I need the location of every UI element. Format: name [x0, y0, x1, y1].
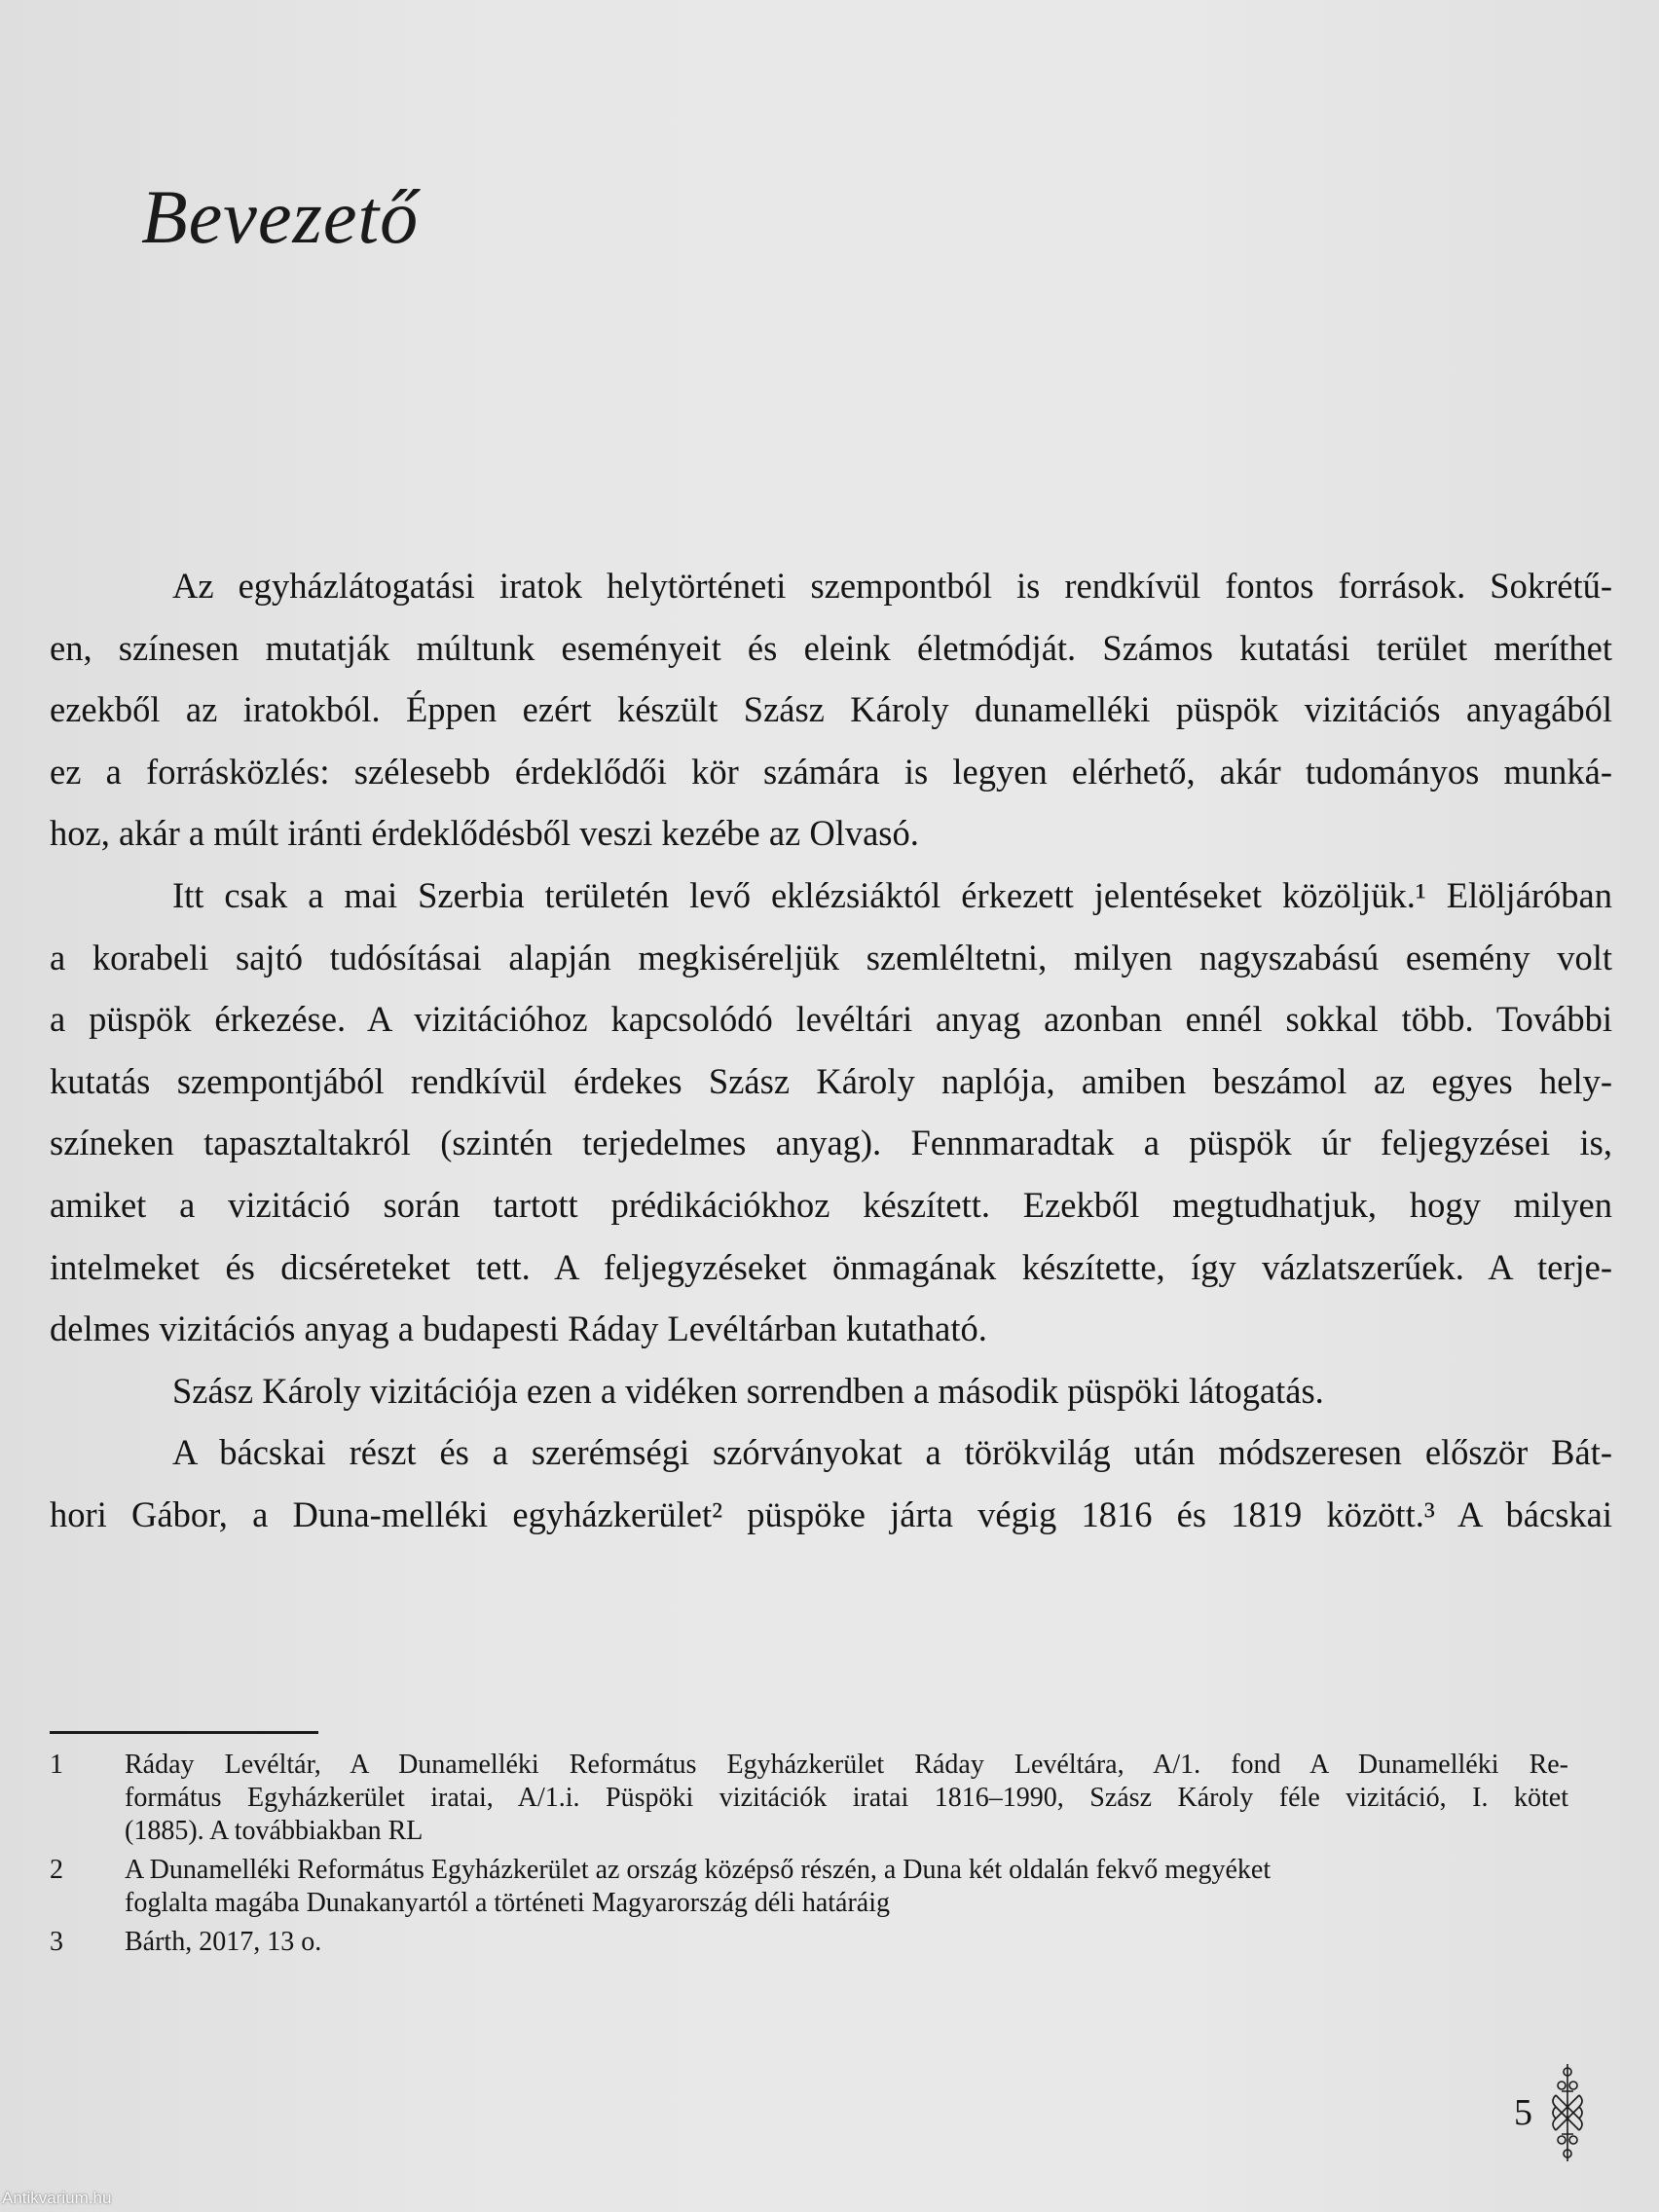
- body-text: [50, 555, 1612, 1546]
- footnote-line: foglalta magába Dunakanyartól a történeti Magyarország déli határáig: [125, 1888, 890, 1918]
- body-line: a korabeli sajtó tudósításai alapján megkiséreljük szemléltetni, milyen nagyszabású esemény volt: [50, 937, 1612, 977]
- chapter-title: Bevezető: [141, 174, 420, 259]
- knot-ornament-icon: [1548, 2062, 1587, 2163]
- footnote-2: [50, 1854, 1568, 1920]
- body-line: en, színesen mutatják múltunk eseményeit és eleink életmódját. Számos kutatási terület meríthet: [50, 627, 1612, 668]
- body-line: amiket a vizitáció során tartott prédikációkhoz készített. Ezekből megtudhatjuk, hogy milyen: [50, 1184, 1612, 1225]
- body-line: hori Gábor, a Duna-melléki egyházkerület² püspöke járta végig 1816 és 1819 között.³ A bácskai: [50, 1493, 1612, 1534]
- body-line: a püspök érkezése. A vizitációhoz kapcsolódó levéltári anyag azonban ennél sokkal több. További: [50, 999, 1612, 1040]
- body-line: delmes vizitációs anyag a budapesti Ráday Levéltárban kutatható.: [50, 1309, 987, 1349]
- footnote-number: 1: [50, 1750, 63, 1780]
- footnote-number: 3: [50, 1927, 63, 1957]
- body-line: A bácskai részt és a szerémségi szórványokat a törökvilág után módszeresen először Bát-: [172, 1432, 1612, 1473]
- body-line: Szász Károly vizitációja ezen a vidéken sorrendben a második püspöki látogatás.: [172, 1370, 1324, 1411]
- body-line: kutatás szempontjából rendkívül érdekes Szász Károly naplója, amiben beszámol az egyes hely-: [50, 1060, 1612, 1101]
- body-line: színeken tapasztaltakról (szintén terjedelmes anyag). Fennmaradtak a püspök úr feljegyzései is,: [50, 1123, 1612, 1163]
- footnote-number: 2: [50, 1855, 63, 1885]
- footnote-divider: [50, 1731, 318, 1734]
- footnote-3: [50, 1926, 1568, 1959]
- body-line: ez a forrásközlés: szélesebb érdeklődői kör számára is legyen elérhető, akár tudományos munká-: [50, 751, 1612, 792]
- footnote-1: [50, 1749, 1568, 1848]
- footnote-line: A Dunamelléki Református Egyházkerület az ország középső részén, a Duna két oldalán fekvő megyéket: [125, 1855, 1272, 1885]
- page-number: 5: [1514, 2092, 1532, 2133]
- watermark: Antikvarium.hu: [2, 2189, 112, 2207]
- body-line: Az egyházlátogatási iratok helytörténeti szempontból is rendkívül fontos források. Sokrétű-: [172, 566, 1612, 606]
- footnotes: [50, 1749, 1568, 1965]
- footnote-line: formátus Egyházkerület iratai, A/1.i. Püspöki vizitációk iratai 1816–1990, Szász Károly féle vizitáció, I. kötet: [125, 1783, 1568, 1813]
- footnote-line: Bárth, 2017, 13 o.: [125, 1927, 322, 1957]
- body-line: intelmeket és dicséreteket tett. A feljegyzéseket önmagának készítette, így vázlatszerűek. A terje-: [50, 1246, 1612, 1287]
- body-line: Itt csak a mai Szerbia területén levő eklézsiáktól érkezett jelentéseket közöljük.¹ Elöljáróban: [172, 874, 1612, 915]
- footnote-line: (1885). A továbbiakban RL: [125, 1816, 424, 1846]
- footnote-line: Ráday Levéltár, A Dunamelléki Református Egyházkerület Ráday Levéltára, A/1. fond A Dunamelléki Re-: [125, 1750, 1568, 1780]
- body-line: hoz, akár a múlt iránti érdeklődésből veszi kezébe az Olvasó.: [50, 813, 919, 854]
- body-line: ezekből az iratokból. Éppen ezért készült Szász Károly dunamelléki püspök vizitációs anyagából: [50, 689, 1612, 730]
